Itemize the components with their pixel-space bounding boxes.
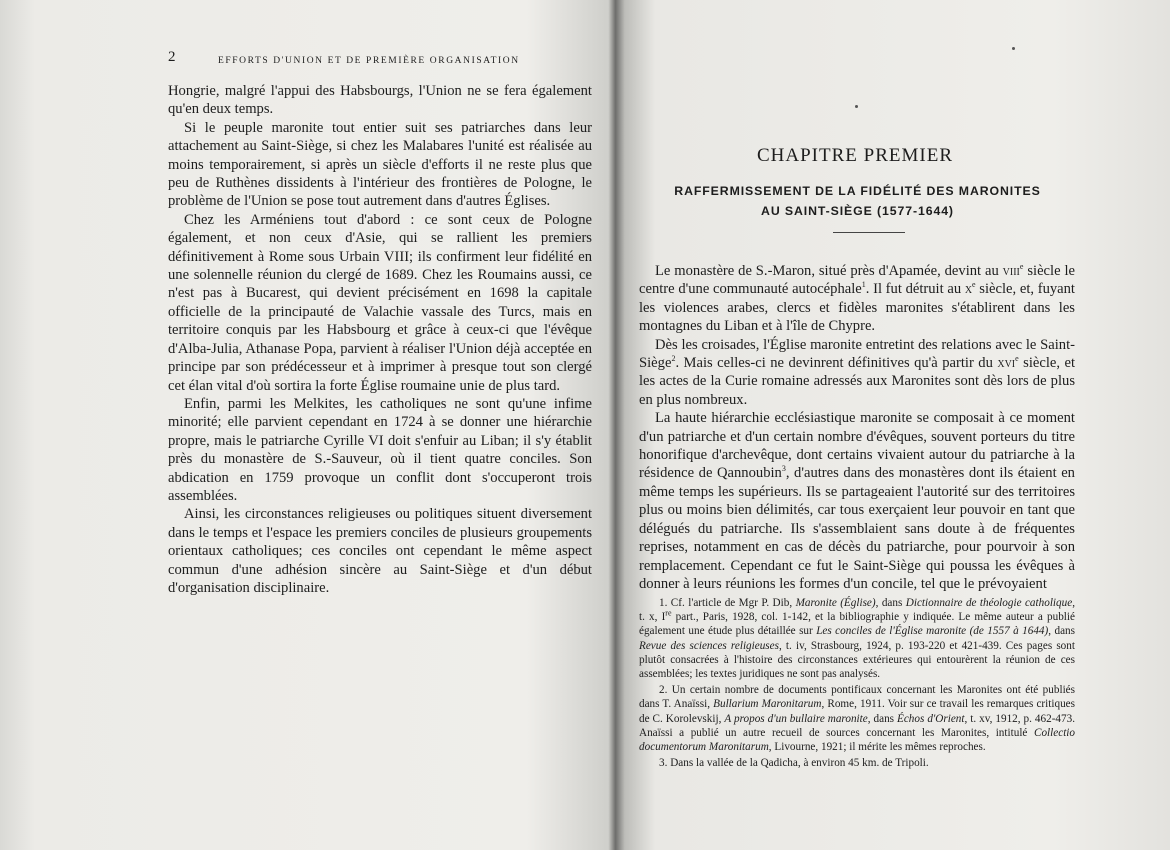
footnote: 2. Un certain nombre de documents pontificaux concernant les Maronites ont été publiés dans T. Anaïssi, Bullarium Maronitarum, Rome, 1911. Voir sur ce travail les remarques critiques de C. Korolevskij, A propos d'un bullaire maronite, dans Échos d'Orient, t. xv, 1912, p. 462-473. Anaïssi a publié un autre recueil de sources concernant les Maronites, intitulé Collectio documentorum Maronitarum, Livourne, 1921; il mérite les mêmes reproches. [639,684,1075,754]
paragraph: Ainsi, les circonstances religieuses ou politiques situent diversement dans le temps et l'espace les premiers conciles de plusieurs groupements orientaux catholiques; ces conciles ont cependant le même aspect commun d'une adhésion sincère au Saint-Siège et d'un début d'organisation disciplinaire. [168,506,592,596]
paragraph: Le monastère de S.-Maron, situé près d'Apamée, devint au viii$^e$ siècle le centre d'une communauté autocéphale$^1$. Il fut détruit au $x^e$ siècle, et, fuyant les violences arabes, clercs et fidèles maronites s'établirent dans les montagnes du Liban et à l'île de Chypre. [639,262,1075,335]
paragraph: Dès les croisades, l'Église maronite entretint des relations avec le Saint-Siège$^2$. Mais celles-ci ne devinrent définitives qu'à partir du xvi$^e$ siècle, et les actes de la Curie romaine adressés aux Maronites sont dès lors de plus en plus nombreux. [639,336,1076,408]
speck-mark [1012,47,1015,50]
right-page [625,0,1170,850]
chapter-subtitle-line: AU SAINT-SIÈGE (1577-1644) [761,204,954,218]
paragraph: Hongrie, malgré l'appui des Habsbourgs, l'Union ne se fera également qu'en deux temps. [168,83,592,118]
chapter-title: CHAPITRE PREMIER [757,145,953,166]
chapter-subtitle-line: RAFFERMISSEMENT DE LA FIDÉLITÉ DES MARONITES [674,184,1041,198]
footnote-ref: 3 [781,464,786,474]
paragraph: Chez les Arméniens tout d'abord : ce sont ceux de Pologne également, et non ceux d'Asie, qui se rallient les premiers définitivement à Rome sous Urbain VIII; ils confirment leur fidélité en une solennelle réunion du clergé de 1689. Chez les Roumains aussi, ce n'est pas à Bucarest, qui devient précisément en 1698 la capitale officielle de la principauté de Valachie vassale des Turcs, mais en territoire conquis par les Habsbourg et grâce à ceux-ci que l'évêque d'Alba-Julia, Athanase Popa, parvient à réaliser l'Union déjà acceptée en principe par son prédécesseur et à imprimer à presque tout son clergé cet élan vital d'où sortira la forte Église roumaine unie de plus tard. [168,211,592,394]
speck-mark [855,105,858,108]
right-page-body [639,262,1075,593]
paragraph: Enfin, parmi les Melkites, les catholiques ne sont qu'une infime minorité; elle parvient cependant en 1724 à se donner une hiérarchie propre, mais le patriarche Cyrille VI doit s'enfuir au Liban; il s'y établit près du monastère de S.-Sauveur, où il tient quatre conciles. Son abdication en 1759 provoque un conflit dont s'occuperont trois assemblées. [168,395,592,504]
footnotes [639,596,1075,772]
paragraph: Si le peuple maronite tout entier suit ses patriarches dans leur attachement au Saint-Siège, si chez les Malabares l'unité est réalisée au moins temporairement, si après un siècle d'efforts il ne reste plus que peu de Ruthènes dissidents à l'intérieur des frontières de Pologne, le problème de l'Union se pose tout autrement dans d'autres Églises. [168,119,592,210]
footnote: 3. Dans la vallée de la Qadicha, à environ 45 km. de Tripoli. [659,757,929,770]
running-head-title: EFFORTS D'UNION ET DE PREMIÈRE ORGANISATION [218,56,520,66]
chapter-subtitle [640,181,1075,221]
left-page-body [168,82,592,597]
page-number: 2 [168,49,176,65]
paragraph: La haute hiérarchie ecclésiastique maronite se composait à ce moment d'un patriarche et d'un certain nombre d'évêques, souvent porteurs du titre honorifique d'archevêque, dont certains vivaient autour du patriarche à la résidence de Qannoubin$^3$, d'autres dans des monastères dont ils étaient en même temps les supérieurs. Ils se partageaient l'autorité sur des territoires plus ou moins bien délimités, car tous exerçaient leur pouvoir en tant que délégués du patriarche. Ils s'assemblaient sans doute à de fréquentes reprises, notamment en cas de décès du patriarche, pour pourvoir à son remplacement. Cependant ce fut le Saint-Siège qui poussa les évêques à donner à leurs réunions les formes d'un concile, tel que le prévoyaient [639,410,1075,592]
footnote: 1. Cf. l'article de Mgr P. Dib, Maronite (Église), dans Dictionnaire de théologie catholique, t. x, Ire part., Paris, 1928, col. 1-142, et la bibliographie y indiquée. Le même auteur a publié également une étude plus détaillée sur Les conciles de l'Église maronite (de 1557 à 1644), dans Revue des sciences religieuses, t. iv, Strasbourg, 1924, p. 193-220 et 421-439. Ces pages sont plutôt consacrées à l'histoire des circonstances extérieures qui entourèrent la réunion de ces assemblées; les textes juridiques ne sont pas analysés. [639,597,1075,681]
divider [833,232,905,233]
footnote-ref: 2 [671,354,676,364]
footnote-ref: 1 [861,280,866,290]
